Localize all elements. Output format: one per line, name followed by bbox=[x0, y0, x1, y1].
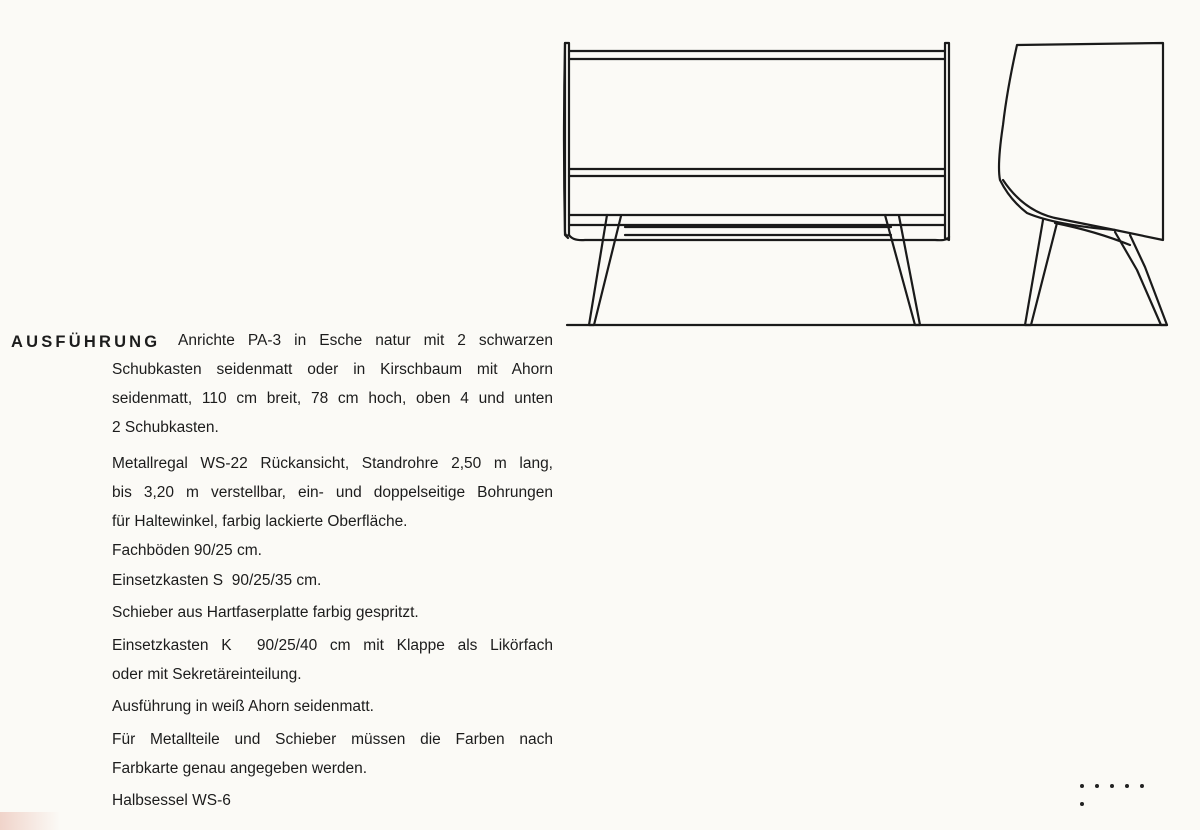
paragraph-1 bbox=[112, 355, 553, 442]
paragraph-7 bbox=[112, 725, 553, 783]
paragraph-8 bbox=[112, 786, 553, 815]
section-heading: AUSFÜHRUNG bbox=[11, 333, 161, 351]
paragraph-2 bbox=[112, 449, 553, 565]
sideboard-front-right-side bbox=[945, 43, 949, 240]
paragraph-2-line-4: Fachböden 90/25 cm. bbox=[112, 542, 262, 559]
sideboard-drawing bbox=[555, 35, 1175, 335]
marker-dot bbox=[1095, 784, 1099, 788]
paragraph-4 bbox=[112, 598, 553, 627]
paragraph-1-line-2: Schubkasten seidenmatt oder in Kirschbaum mit Ahorn bbox=[112, 361, 553, 378]
paragraph-3-line: Einsetzkasten S 90/25/35 cm. bbox=[112, 572, 322, 589]
paragraph-5 bbox=[112, 631, 553, 689]
paragraph-6 bbox=[112, 692, 553, 721]
paragraph-8-line: Halbsessel WS-6 bbox=[112, 792, 231, 809]
paragraph-5-line-1: Einsetzkasten K 90/25/40 cm mit Klappe als Likörfach bbox=[112, 637, 553, 654]
paragraph-1-line-3: seidenmatt, 110 cm breit, 78 cm hoch, oben 4 und unten bbox=[112, 390, 553, 407]
paragraph-5-line-2: oder mit Sekretäreinteilung. bbox=[112, 666, 302, 683]
paragraph-6-line: Ausführung in weiß Ahorn seidenmatt. bbox=[112, 698, 374, 715]
paragraph-2-line-1: Metallregal WS-22 Rückansicht, Standrohre 2,50 m lang, bbox=[112, 455, 553, 472]
marker-dot bbox=[1080, 784, 1084, 788]
sideboard-front-outline bbox=[565, 43, 569, 236]
marker-dot bbox=[1080, 802, 1084, 806]
sideboard-front-left-leg bbox=[589, 215, 621, 325]
paragraph-7-line-1: Für Metallteile und Schieber müssen die Farben nach bbox=[112, 731, 553, 748]
paragraph-1-line-4: 2 Schubkasten. bbox=[112, 419, 219, 436]
page-marker-dots bbox=[1078, 782, 1148, 812]
paragraph-2-line-2: bis 3,20 m verstellbar, ein- und doppelseitige Bohrungen bbox=[112, 484, 553, 501]
marker-dot bbox=[1125, 784, 1129, 788]
paragraph-2-line-3: für Haltewinkel, farbig lackierte Oberfläche. bbox=[112, 513, 408, 530]
sideboard-side-outline bbox=[999, 43, 1163, 240]
sideboard-side-back-leg bbox=[1115, 232, 1167, 325]
paragraph-3 bbox=[112, 566, 553, 595]
marker-dot bbox=[1110, 784, 1114, 788]
sideboard-front-right-leg bbox=[885, 215, 920, 325]
paper-stain bbox=[0, 812, 60, 830]
paragraph-1-line-1: Anrichte PA-3 in Esche natur mit 2 schwarzen bbox=[178, 332, 553, 349]
paragraph-4-line: Schieber aus Hartfaserplatte farbig gespritzt. bbox=[112, 604, 419, 621]
paragraph-7-line-2: Farbkarte genau angegeben werden. bbox=[112, 760, 368, 777]
marker-dot bbox=[1140, 784, 1144, 788]
sideboard-side-front-leg bbox=[1025, 220, 1057, 325]
